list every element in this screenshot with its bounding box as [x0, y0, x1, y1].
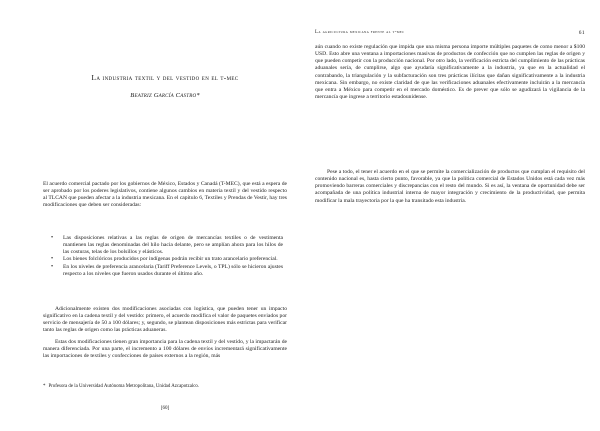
left-paragraph-3: Estas dos modificaciones tienen gran importancia para la cadena textil y del vestido, y la impactarán de manera diferenciada. Por una parte, el incremento a 100 dólares de envíos incrementará significativamente las importaciones de textiles y confecciones de países externos a la región, más	[43, 339, 287, 360]
footnote	[43, 384, 287, 390]
right-page-number: 61	[578, 30, 585, 36]
right-paragraph-1: aún cuando no existe regulación que impida que una misma persona importe múltiples paquetes de como menor a $100 USD. Esto abre una ventana a importaciones masivas de productos de confección que no cumplen las reglas de origen y que pueden competir con la producción nacional. Por otro lado, la verificación estricta del cumplimiento de las prácticas aduanales sería, de cumplirse, algo que ayudaría significativamente a la industria, ya que en la actualidad el contrabando, la triangulación y la subfacturación son tres prácticas ilícitas que dañan significativamente a la industria mexicana. Sin embargo, no existe claridad de que las verificaciones aduanales efectivamente incluirán a la mercancía que entra a México para competir en el mercado doméstico. Es de prever que sólo se agudizará la vigilancia de la mercancía que ingrese a territorio estadounidense.	[315, 44, 585, 101]
footnote-mark: *	[43, 384, 46, 389]
bullet-item: • En los niveles de preferencia arancelaria (Tariff Preference Levels, o TPL) sólo se hicieron ajustes respecto a los niveles que fueron usados durante el último año.	[51, 264, 283, 278]
left-page-folio: [60]	[160, 406, 170, 411]
bullet-item: • Las disposiciones relativas a las reglas de origen de mercancías textiles o de vestimenta mantienen las reglas denominadas del hilo hacia delante, pero se amplían ahora para los hilos de las costuras, telas de los bolsillos y elásticos.	[51, 235, 283, 256]
article-title: La industria textil y del vestido en el t-mec	[91, 73, 239, 82]
right-page	[300, 0, 600, 431]
footnote-text: Profesora de la Universidad Autónoma Metropolitana, Unidad Azcapotzalco.	[48, 384, 200, 389]
right-paragraph-2: Pese a todo, el tener el acuerdo en el que se permite la comercialización de productos que cumplan el requisito del contenido nacional es, hasta cierto punto, favorable, ya que la política comercial de Estados Unidos está cada vez más promoviendo barreras comerciales y discrepancias con el resto del mundo. Si es así, la ventana de oportunidad debe ser acompañada de una política industrial interna de mayor integración y crecimiento de la productividad, que permita modificar la mala trayectoria por la que ha transitado esta industria.	[315, 169, 585, 204]
bullet-list	[51, 235, 283, 278]
running-head-title: La agricultura mexicana frente al t-mec	[315, 30, 405, 35]
bullet-item: • Los bienes folclóricos producidos por indígenas podrán recibir un trato arancelario preferencial.	[51, 256, 283, 263]
article-author: Beatriz García Castro*	[130, 92, 200, 99]
left-paragraph-2: Adicionalmente existen dos modificaciones asociadas con logística, que pueden tener un impacto significativo en la cadena textil y del vestido: primero, el acuerdo modifica el valor de paquetes enviados por servicio de mensajería de 50 a 100 dólares; y, segundo, se plantean disposiciones más estrictas para verificar tanto las reglas de origen como las prácticas aduaneras.	[43, 306, 287, 334]
running-head	[315, 30, 585, 38]
left-paragraph-1: El acuerdo comercial pactado por los gobiernos de México, Estados y Canadá (T-MEC), que está a espera de ser aprobado por los poderes legislativos, contiene algunos cambios en materia textil y del vestido respecto al TLCAN que pueden afectar a la industria mexicana. En el capítulo 6, Textiles y Prendas de Vestir, hay tres modificaciones que deben ser consideradas:	[43, 181, 287, 209]
